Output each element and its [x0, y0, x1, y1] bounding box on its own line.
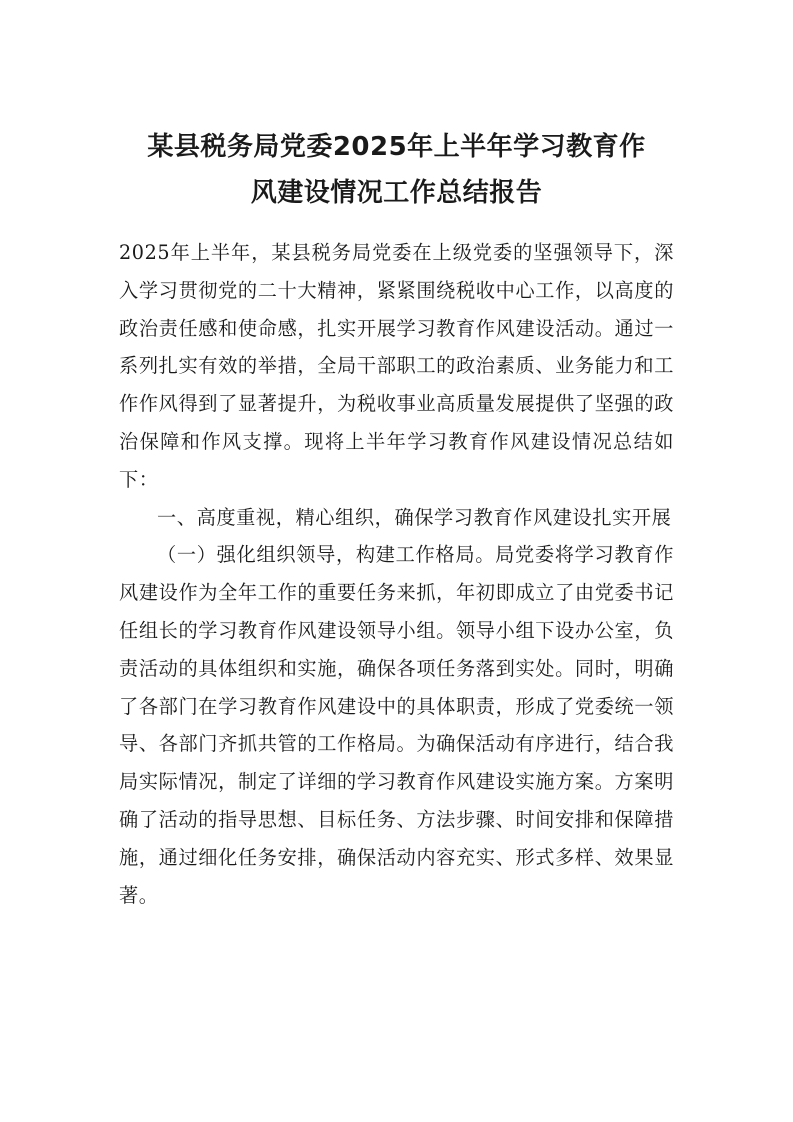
- subsection-paragraph-1: （一）强化组织领导，构建工作格局。局党委将学习教育作风建设作为全年工作的重要任务来抓，年初即成立了由党委书记任组长的学习教育作风建设领导小组。领导小组下设办公室，负责活动的具体组织和实施，确保各项任务落到实处。同时，明确了各部门在学习教育作风建设中的具体职责，形成了党委统一领导、各部门齐抓共管的工作格局。为确保活动有序进行，结合我局实际情况，制定了详细的学习教育作风建设实施方案。方案明确了活动的指导思想、目标任务、方法步骤、时间安排和保障措施，通过细化任务安排，确保活动内容充实、形式多样、效果显著。: [119, 543, 674, 907]
- document-title: [119, 124, 674, 216]
- section-heading-1: 一、高度重视，精心组织，确保学习教育作风建设扎实开展: [157, 505, 672, 529]
- document-page: [119, 124, 674, 914]
- intro-paragraph: 2025年上半年，某县税务局党委在上级党委的坚强领导下，深入学习贯彻党的二十大精神，紧紧围绕税收中心工作，以高度的政治责任感和使命感，扎实开展学习教育作风建设活动。通过一系列扎实有效的举措，全局干部职工的政治素质、业务能力和工作作风得到了显著提升，为税收事业高质量发展提供了坚强的政治保障和作风支撑。现将上半年学习教育作风建设情况总结如下：: [119, 241, 674, 491]
- document-body: [119, 234, 674, 914]
- title-line-2: 风建设情况工作总结报告: [250, 178, 543, 208]
- title-line-1: 某县税务局党委2025年上半年学习教育作: [147, 132, 646, 162]
